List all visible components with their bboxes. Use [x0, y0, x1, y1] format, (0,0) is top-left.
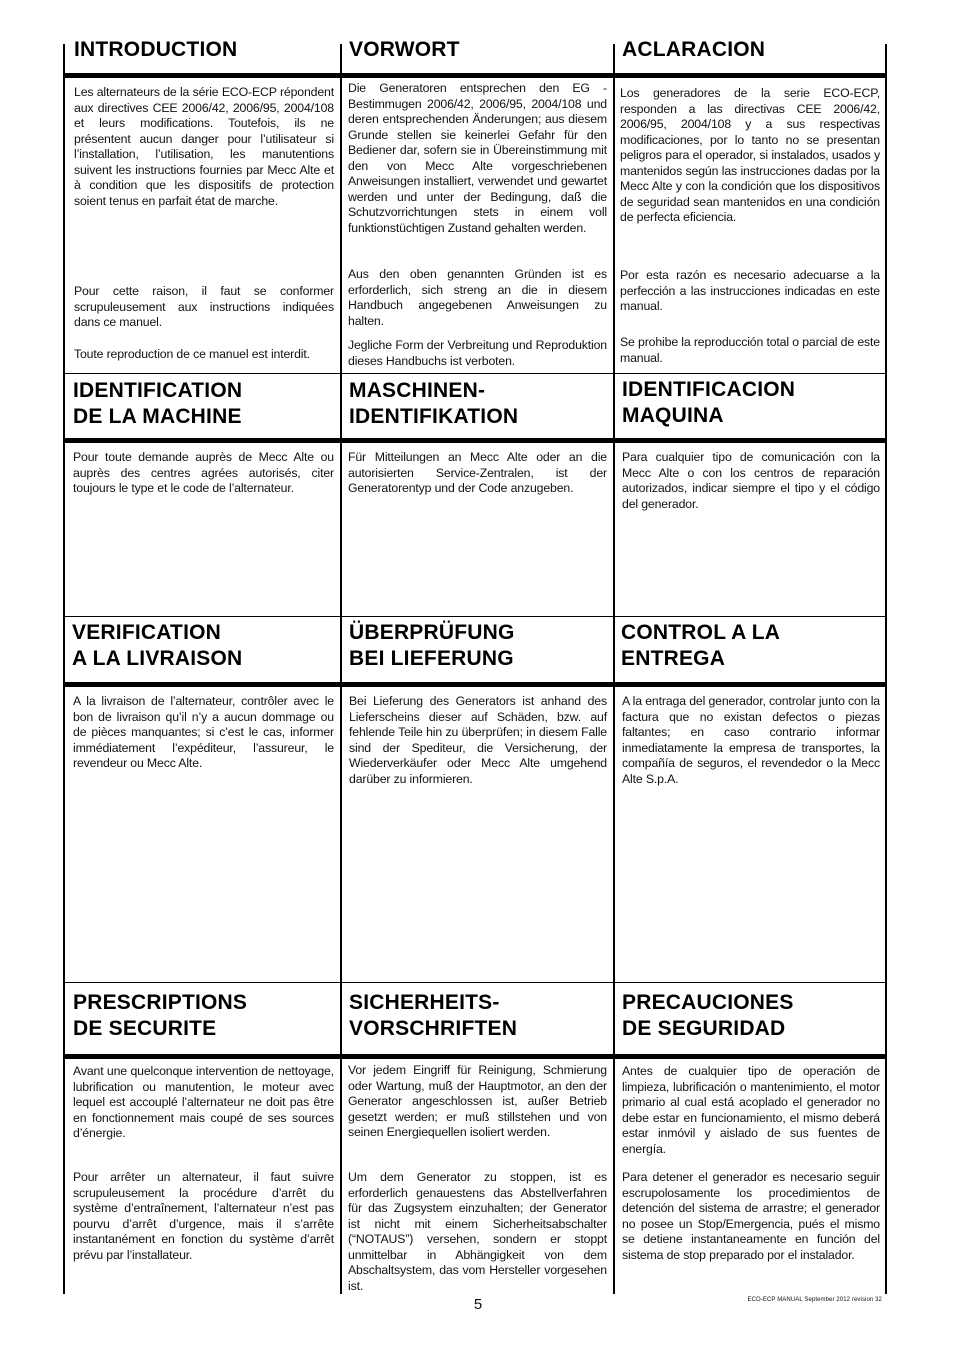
- text-verification-fr: [73, 694, 334, 772]
- heading-bar-introduction: [64, 73, 887, 78]
- text-introduction-de-2: [348, 267, 607, 329]
- text-identification-fr: [73, 450, 334, 497]
- section-separator: [64, 982, 887, 983]
- paragraph: Avant une quelconque intervention de nettoyage, lubrification ou manutention, le moteur avec lequel est accouplé l’alternateur ne doit pas être en fonctionnement mais coupé de ses sources d’énergie.: [73, 1064, 334, 1140]
- paragraph: Aus den oben genannten Gründen ist es erforderlich, sich streng an die in diesem Handbuch angegebenen Anweisungen zu halten.: [348, 267, 607, 328]
- paragraph: Para detener el generador es necesario seguir escrupolosamente los procedimientos de detención del sistema de arrastre; el generador no posee un Stop/Emergencia, pués el mismo se detiene instantaneamente en función del sistema de stop preparado por el instalador.: [622, 1170, 880, 1262]
- text-verification-es: [622, 694, 880, 787]
- text-introduction-fr-3: [74, 347, 334, 363]
- heading-safety-es: PRECAUCIONES DE SEGURIDAD: [622, 991, 794, 1040]
- paragraph: A la entraga del generador, controlar junto con la factura que no existan defectos o piezas faltantes; en caso contrario informar inmediatamente la empresa de transportes, la compañía de seguros, el revendedor o la Mecc Alte S.p.A.: [622, 694, 880, 786]
- paragraph: Um dem Generator zu stoppen, ist es erforderlich genauestens das Abstellverfahren für das Zugsystem einzuhalten; der Generator ist nicht mit einem Sicherheitsabschalter (“NOTAUS”) versehen, sondern er stoppt unmittelbar in Abhängigkeit von dem Abschaltsystem, das vom Hersteller vorgesehen ist.: [348, 1170, 607, 1293]
- heading-identification-de: MASCHINEN- IDENTIFIKATION: [349, 379, 519, 428]
- heading-identification-fr: IDENTIFICATION DE LA MACHINE: [73, 379, 243, 428]
- paragraph: Toute reproduction de ce manuel est interdit.: [74, 347, 310, 361]
- paragraph: Por esta razón es necesario adecuarse a la perfección a las instrucciones indicadas en este manual.: [620, 268, 880, 313]
- paragraph: Bei Lieferung des Generators ist anhand des Lieferscheins dieser auf Schäden, bzw. auf fehlende Teile hin zu überprüfen; in diesem Falle sind der Spediteur, die Versicherung, der Wiederverkäufer oder Mecc Alte umgehend darüber zu informieren.: [349, 694, 607, 786]
- section-separator: [64, 373, 887, 374]
- heading-bar-safety: [64, 1054, 887, 1059]
- paragraph: Los generadores de la serie ECO-ECP, responden a las directivas CEE 2006/42, 2006/95, 2004/108 y a sus respectivas modificaciones, por lo tanto no se presentan peligros para el operador, si instalados, usados y mantenidos según las instrucciones dadas por la Mecc Alte y con la condición que los dispositivos de seguridad sean mantenidos en una condición de perfecta eficiencia.: [620, 86, 880, 224]
- text-introduction-fr: [74, 85, 334, 209]
- paragraph: Pour toute demande auprès de Mecc Alte ou auprès des centres agrées autorisés, citer toujours le type et le code de l’alternateur.: [73, 450, 334, 495]
- text-safety-de-2: [348, 1170, 607, 1294]
- text-introduction-es-3: [620, 335, 880, 366]
- right-border: [885, 44, 887, 1294]
- heading-introduction-es: ACLARACION: [622, 38, 766, 61]
- text-safety-fr-2: [73, 1170, 334, 1263]
- text-safety-de: [348, 1063, 607, 1141]
- heading-introduction-fr: INTRODUCTION: [74, 38, 238, 61]
- section-separator: [64, 616, 887, 617]
- paragraph: Se prohibe la reproducción total o parcial de este manual.: [620, 335, 880, 365]
- paragraph: Für Mitteilungen an Mecc Alte oder an die autorisierten Service-Zentralen, ist der Generatorentyp und der Code anzugeben.: [348, 450, 607, 495]
- paragraph: Antes de cualquier tipo de operación de limpieza, lubrificación o mantenimiento, el motor primario al cual está acoplado el generador no debe estar en funcionamiento, el mismo deberá estar inmóvil y aislado de sus fuentes de energía.: [622, 1064, 880, 1156]
- paragraph: Die Generatoren entsprechen den EG - Bestimmugen 2006/42, 2006/95, 2004/108 und deren entsprechenden Änderungen; aus diesem Grunde stellen sie keinerlei Gefahr für den Bediener dar, sofern sie in Übereinstimmung mit den von Mecc Alte vorgeschriebenen Anweisungen installiert, verwendet und gewartet werden und unter der Bedingung, daß die Schutzvorrichtungen stets in einem voll funktionstüchtigen Zustand gehalten werden.: [348, 81, 607, 235]
- heading-safety-fr: PRESCRIPTIONS DE SECURITE: [73, 991, 248, 1040]
- text-introduction-fr-2: [74, 284, 334, 331]
- text-identification-es: [622, 450, 880, 512]
- paragraph: A la livraison de l’alternateur, contrôler avec le bon de livraison qu’il n’y a aucun dommage ou de pièces manquantes; si c’est le cas, informer immédiatement l’expéditeur, l’assureur, le revendeur ou Mecc Alte.: [73, 694, 334, 770]
- column-divider-1: [340, 44, 342, 1294]
- heading-bar-verification: [64, 682, 887, 687]
- paragraph: Para cualquier tipo de comunicación con la Mecc Alte o con los centros de reparación autorizados, indicar siempre el tipo y el código del generador.: [622, 450, 880, 511]
- page-number: 5: [473, 1296, 483, 1313]
- text-verification-de: [349, 694, 607, 787]
- heading-safety-de: SICHERHEITS- VORSCHRIFTEN: [349, 991, 518, 1040]
- paragraph: Jegliche Form der Verbreitung und Reproduktion dieses Handbuchs ist verboten.: [348, 338, 607, 368]
- text-introduction-es: [620, 86, 880, 226]
- text-safety-fr: [73, 1064, 334, 1142]
- text-safety-es-2: [622, 1170, 880, 1263]
- heading-verification-de: ÜBERPRÜFUNG BEI LIEFERUNG: [349, 621, 515, 670]
- paragraph: Pour arrêter un alternateur, il faut suivre scrupuleusement la procédure d’arrêt du système d’entraînement, l’alternateur n’est pas pourvu d’arrêt d’urgence, mais il s’arrête instantanément en fonction du système d’arrêt prévu par l’installateur.: [73, 1170, 334, 1262]
- text-introduction-es-2: [620, 268, 880, 315]
- heading-verification-fr: VERIFICATION A LA LIVRAISON: [72, 621, 243, 670]
- paragraph: Pour cette raison, il faut se conformer scrupuleusement aux instructions indiquées dans ce manuel.: [74, 284, 334, 329]
- heading-identification-es: IDENTIFICACION MAQUINA: [622, 378, 796, 427]
- paragraph: Vor jedem Eingriff für Reinigung, Schmierung oder Wartung, muß der Hauptmotor, an den der Generator angeschlossen ist, außer Betrieb gesetzt werden; er muß stillstehen und von seinen Energiequellen isoliert werden.: [348, 1063, 607, 1139]
- heading-introduction-de: VORWORT: [349, 38, 460, 61]
- left-border: [63, 44, 65, 1294]
- text-safety-es: [622, 1064, 880, 1157]
- text-introduction-de: [348, 81, 607, 236]
- heading-bar-identification: [64, 438, 887, 443]
- text-introduction-de-3: [348, 338, 607, 369]
- revision-note: ECO-ECP MANUAL September 2012 revision 32: [747, 1297, 882, 1303]
- heading-verification-es: CONTROL A LA ENTREGA: [621, 621, 781, 670]
- text-identification-de: [348, 450, 607, 497]
- paragraph: Les alternateurs de la série ECO-ECP répondent aux directives CEE 2006/42, 2006/95, 2004/108 et leurs modifications. Toutefois, ils ne présentent aucun danger pour l’utilisateur si l’installation, l’utilisation, les manutentions suivent les instructions fournies par Mecc Alte et à condition que les dispositifs de protection soient tenus en parfait état de marche.: [74, 85, 334, 208]
- column-divider-2: [613, 44, 615, 1294]
